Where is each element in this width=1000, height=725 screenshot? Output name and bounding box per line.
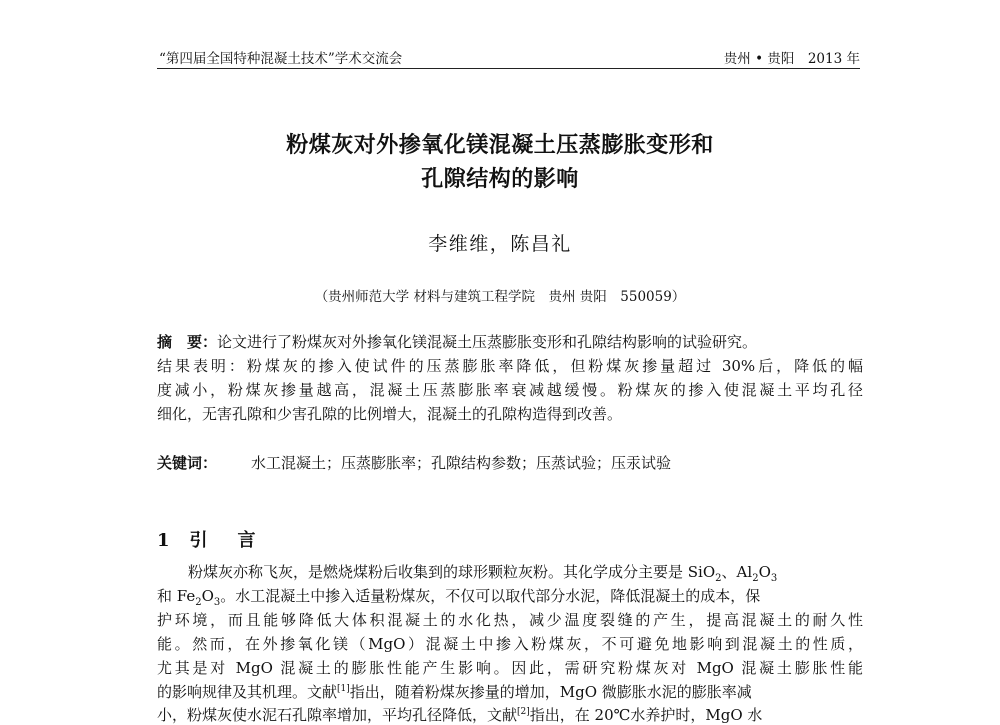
formula-o: O xyxy=(758,563,771,581)
citation-ref: [2] xyxy=(517,707,530,717)
abstract-line-1 xyxy=(157,331,863,352)
formula-fe2o3: 和 Fe xyxy=(157,587,196,605)
body-text: 指出，在 20℃水养护时，MgO 水 xyxy=(529,706,763,724)
body-line-4: 能。然而，在外掺氧化镁（MgO）混凝土中掺入粉煤灰，不可避免地影响到混凝土的性质， xyxy=(157,635,863,653)
subscript: 3 xyxy=(213,597,221,608)
section-number: 1 xyxy=(157,530,170,551)
paper-title-line-1: 粉煤灰对外掺氧化镁混凝土压蒸膨胀变形和 xyxy=(286,132,714,158)
abstract-line-3: 度减小，粉煤灰掺量越高，混凝土压蒸膨胀率衰减越缓慢。粉煤灰的掺入使混凝土平均孔径 xyxy=(157,381,863,399)
keywords xyxy=(157,452,863,473)
body-line-1 xyxy=(157,561,863,584)
conference-name: “第四届全国特种混凝土技术”学术交流会 xyxy=(159,51,403,67)
body-line-5: 尤其是对 MgO 混凝土的膨胀性能产生影响。因此，需研究粉煤灰对 MgO 混凝土膨胀性能 xyxy=(157,659,863,677)
body-line-3: 护环境，而且能够降低大体积混凝土的水化热，减少温度裂缝的产生，提高混凝土的耐久性 xyxy=(157,611,863,629)
section-heading xyxy=(157,526,286,552)
body-line-7 xyxy=(157,704,863,725)
affiliation: （贵州师范大学 材料与建筑工程学院 贵州 贵阳 550059） xyxy=(314,289,686,305)
body-text: 。水工混凝土中掺入适量粉煤灰，不仅可以取代部分水泥，降低混凝土的成本，保 xyxy=(220,587,761,605)
formula-sio2: SiO xyxy=(687,563,716,581)
authors: 李维维，陈昌礼 xyxy=(428,233,572,255)
abstract-line-2: 结果表明：粉煤灰的掺入使试件的压蒸膨胀率降低，但粉煤灰掺量超过 30%后，降低的幅 xyxy=(157,357,863,375)
section-title: 引言 xyxy=(189,530,286,551)
separator: 、 xyxy=(721,563,737,581)
body-line-6 xyxy=(157,681,863,702)
keywords-list: 水工混凝土；压蒸膨胀率；孔隙结构参数；压蒸试验；压汞试验 xyxy=(251,454,672,472)
abstract-line-4: 细化，无害孔隙和少害孔隙的比例增大，混凝土的孔隙构造得到改善。 xyxy=(157,405,623,423)
abstract-label: 摘 要： xyxy=(157,333,218,351)
body-text: 粉煤灰亦称飞灰，是燃烧煤粉后收集到的球形颗粒灰粉。其化学成分主要是 xyxy=(188,563,688,581)
formula-al2o3: Al xyxy=(736,563,753,581)
subscript: 2 xyxy=(752,573,759,584)
abstract-text-1: 论文进行了粉煤灰对外掺氧化镁混凝土压蒸膨胀变形和孔隙结构影响的试验研究。 xyxy=(217,333,758,351)
body-text: 小，粉煤灰使水泥石孔隙率增加，平均孔径降低，文献 xyxy=(157,706,518,724)
citation-ref: [1] xyxy=(337,684,350,694)
subscript: 2 xyxy=(195,597,202,608)
paper-title-line-2: 孔隙结构的影响 xyxy=(421,166,579,192)
body-text: 的影响规律及其机理。文献 xyxy=(157,683,338,701)
formula-o: O xyxy=(201,587,214,605)
body-line-2 xyxy=(157,585,863,608)
subscript: 2 xyxy=(715,573,722,584)
running-header xyxy=(157,44,860,69)
keywords-label: 关键词： xyxy=(157,454,218,472)
location-year: 贵州 • 贵阳 2013 年 xyxy=(723,51,860,67)
body-text: 指出，随着粉煤灰掺量的增加，MgO 微膨胀水泥的膨胀率减 xyxy=(349,683,752,701)
subscript: 3 xyxy=(770,573,778,584)
